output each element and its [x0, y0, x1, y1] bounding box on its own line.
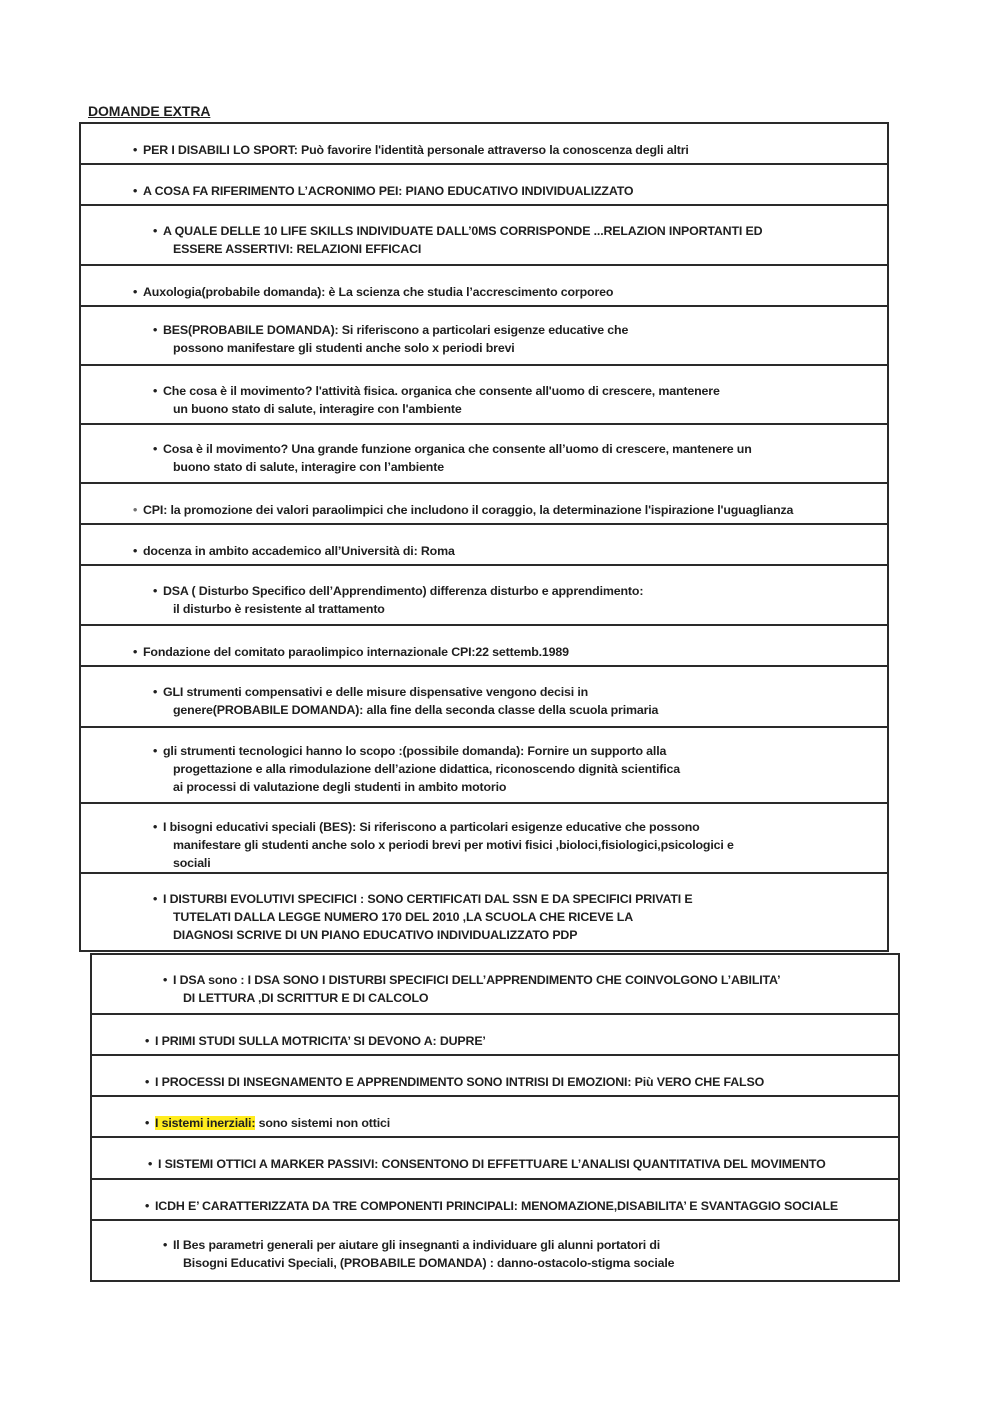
question-text: BES(PROBABILE DOMANDA): Si riferiscono a particolari esigenze educative che	[163, 323, 629, 337]
table-row	[81, 122, 887, 163]
question-text-continued: ai processi di valutazione degli studenti in ambito motorio	[173, 780, 507, 794]
bullet-icon: •	[153, 384, 158, 398]
question-text: GLI strumenti compensativi e delle misure dispensative vengono decisi in	[163, 685, 589, 699]
table-row	[92, 1219, 898, 1280]
question-text-continued: DI LETTURA ,DI SCRITTUR E DI CALCOLO	[183, 991, 429, 1005]
question-text: Il Bes parametri generali per aiutare gli insegnanti a individuare gli alunni portatori di	[173, 1238, 661, 1252]
question-entry	[153, 742, 879, 796]
table-row	[92, 1054, 898, 1095]
page-title: DOMANDE EXTRA	[88, 103, 211, 119]
question-entry	[148, 1155, 890, 1173]
question-entry	[133, 141, 879, 159]
question-entry	[153, 382, 879, 418]
table-row	[81, 523, 887, 564]
bullet-icon: •	[163, 973, 168, 987]
question-entry	[153, 440, 879, 476]
question-text-continued: Bisogni Educativi Speciali, (PROBABILE DOMANDA) : danno-ostacolo-stigma sociale	[183, 1256, 675, 1270]
bullet-icon: •	[153, 584, 158, 598]
bullet-icon: •	[148, 1157, 153, 1171]
question-text-continued: progettazione e alla rimodulazione dell’azione didattica, riconoscendo dignità scientifica	[173, 762, 681, 776]
table-row	[92, 1013, 898, 1054]
table-row	[81, 726, 887, 802]
bullet-icon: •	[133, 184, 138, 198]
question-text: I PRIMI STUDI SULLA MOTRICITA’ SI DEVONO A: DUPRE’	[155, 1034, 486, 1048]
question-text: CPI: la promozione dei valori paraolimpici che includono il coraggio, la determinazione l'ispirazione l'uguaglianza	[143, 503, 794, 517]
table-row	[81, 665, 887, 726]
table-row	[81, 264, 887, 305]
bullet-icon: •	[133, 285, 138, 299]
bullet-icon: •	[153, 892, 158, 906]
question-text: I SISTEMI OTTICI A MARKER PASSIVI: CONSENTONO DI EFFETTUARE L’ANALISI QUANTITATIVA DEL MOVIMENTO	[158, 1157, 826, 1171]
question-text: A QUALE DELLE 10 LIFE SKILLS INDIVIDUATE DALL’0MS CORRISPONDE ...RELAZION INPORTANTI ED	[163, 224, 763, 238]
table-row	[81, 872, 887, 950]
question-entry	[163, 1236, 890, 1272]
question-entry	[133, 283, 879, 301]
bullet-icon: •	[145, 1075, 150, 1089]
question-entry	[133, 182, 879, 200]
question-text: I bisogni educativi speciali (BES): Si riferiscono a particolari esigenze educative che possono	[163, 820, 700, 834]
bullet-icon: •	[163, 1238, 168, 1252]
table-row	[92, 1136, 898, 1178]
question-entry	[145, 1197, 890, 1215]
bullet-icon: •	[133, 143, 138, 157]
table-row	[81, 564, 887, 624]
bullet-icon: •	[145, 1199, 150, 1213]
question-text: docenza in ambito accademico all’Università di: Roma	[143, 544, 455, 558]
question-text-continued: un buono stato di salute, interagire con l'ambiente	[173, 402, 462, 416]
table-row	[81, 305, 887, 364]
question-text: gli strumenti tecnologici hanno lo scopo :(possibile domanda): Fornire un supporto alla	[163, 744, 667, 758]
questions-table-two	[90, 953, 900, 1282]
question-text: ICDH E’ CARATTERIZZATA DA TRE COMPONENTI PRINCIPALI: MENOMAZIONE,DISABILITA’ E SVANTAGGIO SOCIALE	[155, 1199, 838, 1213]
question-text: I DSA sono : I DSA SONO I DISTURBI SPECIFICI DELL’APPRENDIMENTO CHE COINVOLGONO L’ABILITA’	[173, 973, 781, 987]
table-row	[81, 364, 887, 423]
question-text-continued: TUTELATI DALLA LEGGE NUMERO 170 DEL 2010 ,LA SCUOLA CHE RICEVE LA	[173, 910, 633, 924]
question-entry	[153, 890, 879, 944]
question-entry	[145, 1114, 890, 1132]
question-text: I PROCESSI DI INSEGNAMENTO E APPRENDIMENTO SONO INTRISI DI EMOZIONI: Più VERO CHE FALSO	[155, 1075, 765, 1089]
question-text-continued: sociali	[173, 856, 211, 870]
bullet-icon: •	[153, 685, 158, 699]
question-text-continued: buono stato di salute, interagire con l’ambiente	[173, 460, 444, 474]
question-text-continued: genere(PROBABILE DOMANDA): alla fine della seconda classe della scuola primaria	[173, 703, 659, 717]
question-text: PER I DISABILI LO SPORT: Può favorire l'identità personale attraverso la conoscenza degli altri	[143, 143, 689, 157]
bullet-icon: •	[153, 323, 158, 337]
question-entry	[145, 1032, 890, 1050]
table-row	[92, 953, 898, 1013]
question-text: sono sistemi non ottici	[255, 1116, 391, 1130]
question-text: I DISTURBI EVOLUTIVI SPECIFICI : SONO CERTIFICATI DAL SSN E DA SPECIFICI PRIVATI E	[163, 892, 693, 906]
question-entry	[153, 683, 879, 719]
question-entry	[133, 542, 879, 560]
bullet-icon: •	[153, 744, 158, 758]
bullet-icon: •	[133, 544, 138, 558]
question-text: Fondazione del comitato paraolimpico internazionale CPI:22 settemb.1989	[143, 645, 569, 659]
questions-table-one	[79, 122, 889, 952]
table-row	[92, 1178, 898, 1219]
bullet-icon: •	[145, 1116, 150, 1130]
question-entry	[153, 582, 879, 618]
table-row	[92, 1095, 898, 1136]
question-entry	[153, 818, 879, 872]
question-text-continued: possono manifestare gli studenti anche solo x periodi brevi	[173, 341, 515, 355]
table-row	[81, 204, 887, 264]
question-entry	[153, 222, 879, 258]
question-entry	[145, 1073, 890, 1091]
bullet-icon: •	[153, 224, 158, 238]
table-row	[81, 624, 887, 665]
question-text: Auxologia(probabile domanda): è La scienza che studia l’accrescimento corporeo	[143, 285, 614, 299]
table-row	[81, 802, 887, 872]
question-text: DSA ( Disturbo Specifico dell’Apprendimento) differenza disturbo e apprendimento:	[163, 584, 644, 598]
table-row	[81, 423, 887, 482]
question-entry	[153, 321, 879, 357]
question-text: Che cosa è il movimento? l'attività fisica. organica che consente all'uomo di crescere, mantenere	[163, 384, 720, 398]
question-entry	[163, 971, 890, 1007]
question-text-continued: DIAGNOSI SCRIVE DI UN PIANO EDUCATIVO INDIVIDUALIZZATO PDP	[173, 928, 578, 942]
bullet-icon: •	[153, 820, 158, 834]
bullet-icon: •	[133, 503, 138, 517]
question-text-continued: manifestare gli studenti anche solo x periodi brevi per motivi fisici ,bioloci,fisiologici,psicologici e	[173, 838, 734, 852]
highlighted-term: I sistemi inerziali:	[155, 1116, 256, 1130]
question-entry	[133, 501, 879, 519]
bullet-icon: •	[133, 645, 138, 659]
bullet-icon: •	[153, 442, 158, 456]
question-text-continued: il disturbo è resistente al trattamento	[173, 602, 385, 616]
question-text-continued: ESSERE ASSERTIVI: RELAZIONI EFFICACI	[173, 242, 422, 256]
bullet-icon: •	[145, 1034, 150, 1048]
question-entry	[133, 643, 879, 661]
question-text: A COSA FA RIFERIMENTO L’ACRONIMO PEI: PIANO EDUCATIVO INDIVIDUALIZZATO	[143, 184, 634, 198]
table-row	[81, 482, 887, 523]
table-row	[81, 163, 887, 204]
question-text: Cosa è il movimento? Una grande funzione organica che consente all’uomo di crescere, mantenere un	[163, 442, 752, 456]
